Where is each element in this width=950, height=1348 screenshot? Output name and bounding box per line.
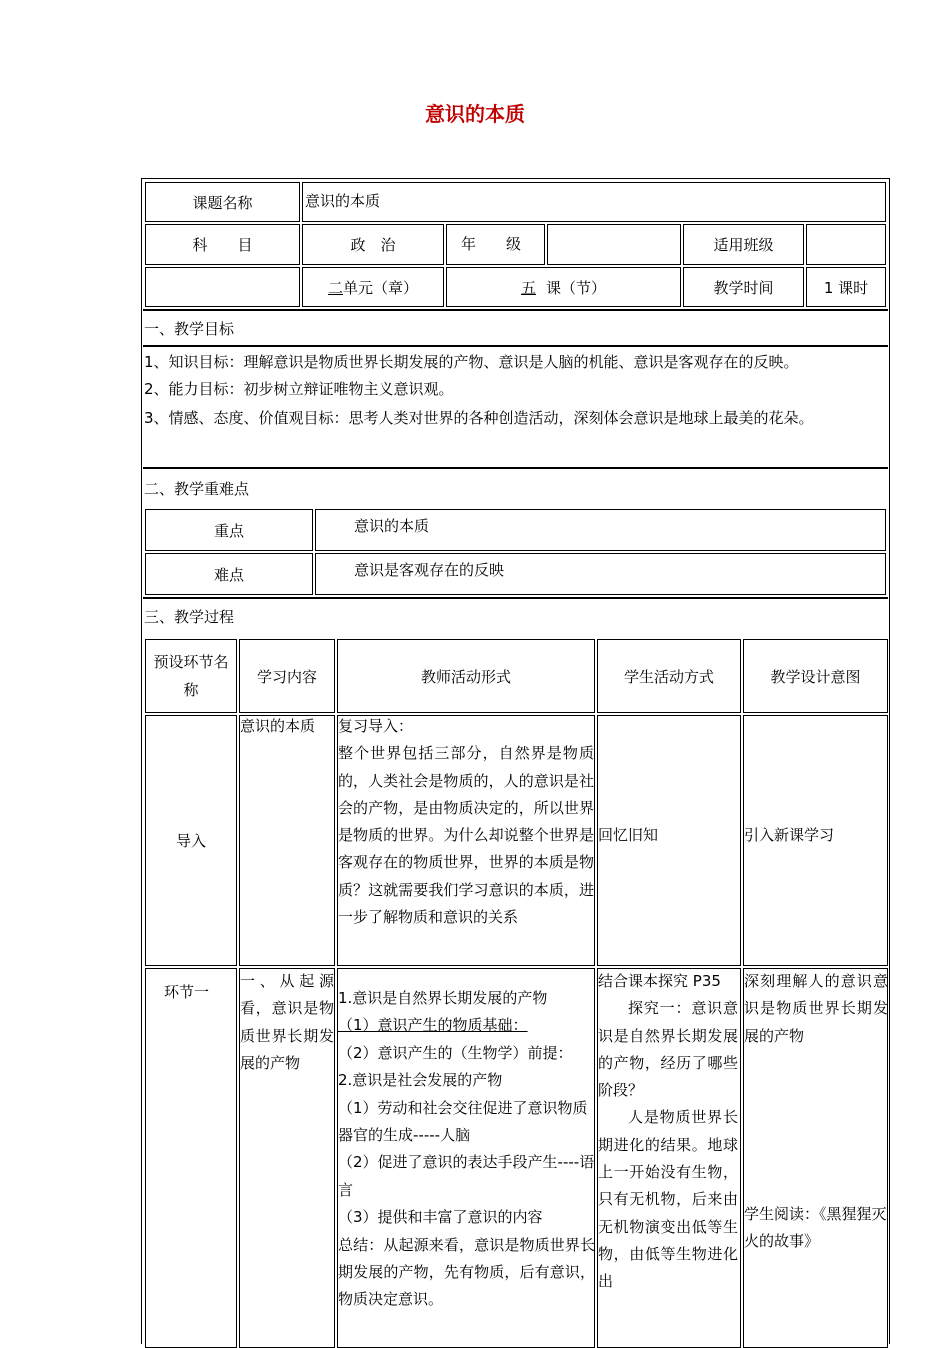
time-value-cell xyxy=(806,267,886,307)
teacher-line: （1）意识产生的物质基础： xyxy=(338,1016,528,1035)
teacher-line: （2）促进了意识的表达手段产生----语言 xyxy=(338,1153,595,1199)
subject-value: 政 治 xyxy=(350,236,396,254)
divider xyxy=(143,597,888,599)
column-header: 预设环节名称 xyxy=(145,639,237,713)
column-header: 学生活动方式 xyxy=(597,639,741,713)
table-row-intent: 深刻理解人的意识意识是物质世界长期发展的产物 学生阅读：《黑猩猩灭火的故事》 xyxy=(743,968,888,1348)
time-value: 1 课时 xyxy=(823,278,869,297)
student-line: 人是物质世界长期进化的结果。地球上一开始没有生物，只有无机物，后来由无机物演变出低等生物，由低等生物进化出 xyxy=(598,1108,738,1291)
time-label: 教学时间 xyxy=(713,278,774,297)
divider xyxy=(143,345,888,347)
table-row-intent: 引入新课学习 xyxy=(743,715,888,966)
lesson-cell xyxy=(446,267,681,307)
teacher-line: 总结：从起源来看，意识是物质世界长期发展的产物，先有物质，后有意识，物质决定意识。 xyxy=(338,1235,595,1309)
divider xyxy=(143,309,888,311)
process-heading: 三、教学过程 xyxy=(144,608,235,626)
unit-text: 单元（章） xyxy=(343,278,419,297)
class-label-cell xyxy=(683,224,804,265)
topic-value-cell xyxy=(302,182,886,222)
student-line: 结合课本探究 P35 xyxy=(598,972,721,990)
goals-list xyxy=(144,349,888,433)
table-row-student: 回忆旧知 xyxy=(597,715,741,966)
column-header: 学习内容 xyxy=(239,639,335,713)
grade-label-cell xyxy=(446,224,545,265)
class-value-cell xyxy=(806,224,886,265)
goal-item: 3、情感、态度、价值观目标：思考人类对世界的各种创造活动，深刻体会意识是地球上最美的花朵。 xyxy=(144,408,814,427)
subject-label-cell xyxy=(145,224,300,265)
difficult-value-cell xyxy=(315,553,886,595)
teacher-line: 1.意识是自然界长期发展的产物 xyxy=(338,989,548,1007)
class-label: 适用班级 xyxy=(713,236,774,254)
table-row-teacher xyxy=(337,968,595,1348)
keypoints-heading: 二、教学重难点 xyxy=(144,480,250,498)
column-header: 教师活动形式 xyxy=(337,639,595,713)
lesson-text: 课（节） xyxy=(546,278,607,297)
teacher-line: （3）提供和丰富了意识的内容 xyxy=(338,1208,543,1227)
teacher-line: （1）劳动和社会交往促进了意识物质器官的生成-----人脑 xyxy=(338,1098,588,1145)
topic-value: 意识的本质 xyxy=(305,192,381,210)
subject-value-cell xyxy=(302,224,444,265)
student-line: 探究一：意识意识是自然界长期发展的产物，经历了哪些阶段？ xyxy=(598,999,738,1100)
key-value: 意识的本质 xyxy=(354,517,430,535)
teacher-line: 2.意识是社会发展的产物 xyxy=(338,1071,503,1090)
table-row-teacher: 复习导入： 整个世界包括三部分，自然界是物质的，人类社会是物质的，人的意识是社会的产物，是由物质决定的，所以世界是物质的世界。为什么却说整个世界是客观存在的物质世界，世界的本质是物质？这就需要我们学习意识的本质，进一步了解物质和意识的关系 xyxy=(337,715,595,966)
divider xyxy=(143,467,888,469)
unit-cell xyxy=(302,267,444,307)
key-label: 重点 xyxy=(213,521,244,540)
key-value-cell xyxy=(315,509,886,551)
page-title: 意识的本质 xyxy=(425,102,525,126)
table-row-content: 一、从起源看，意识是物质世界长期发展的产物 xyxy=(239,968,335,1348)
goal-item: 1、知识目标：理解意识是物质世界长期发展的产物、意识是人脑的机能、意识是客观存在的反映。 xyxy=(144,353,799,371)
table-row-content: 意识的本质 xyxy=(239,715,335,966)
table-row-stage: 导入 xyxy=(145,715,237,966)
goal-item: 2、能力目标：初步树立辩证唯物主义意识观。 xyxy=(144,380,454,399)
difficult-value: 意识是客观存在的反映 xyxy=(354,561,505,579)
grade-value-cell xyxy=(547,224,681,265)
table-row-student xyxy=(597,968,741,1348)
topic-label-cell xyxy=(145,182,300,222)
teacher-line: （2）意识产生的（生物学）前提： xyxy=(338,1043,573,1062)
time-label-cell xyxy=(683,267,804,307)
topic-label: 课题名称 xyxy=(192,193,253,212)
key-label-cell xyxy=(145,509,313,551)
lesson-number: 五 xyxy=(520,278,536,297)
column-header: 教学设计意图 xyxy=(743,639,888,713)
unit-number: 二 xyxy=(327,278,343,297)
table-row-stage: 环节一 xyxy=(145,968,237,1348)
goals-heading: 一、教学目标 xyxy=(144,320,235,338)
subject-label: 科 目 xyxy=(192,236,253,254)
grade-label: 年 级 xyxy=(461,235,522,253)
difficult-label: 难点 xyxy=(213,565,244,584)
difficult-label-cell xyxy=(145,553,313,595)
unit-blank-cell xyxy=(145,267,300,307)
